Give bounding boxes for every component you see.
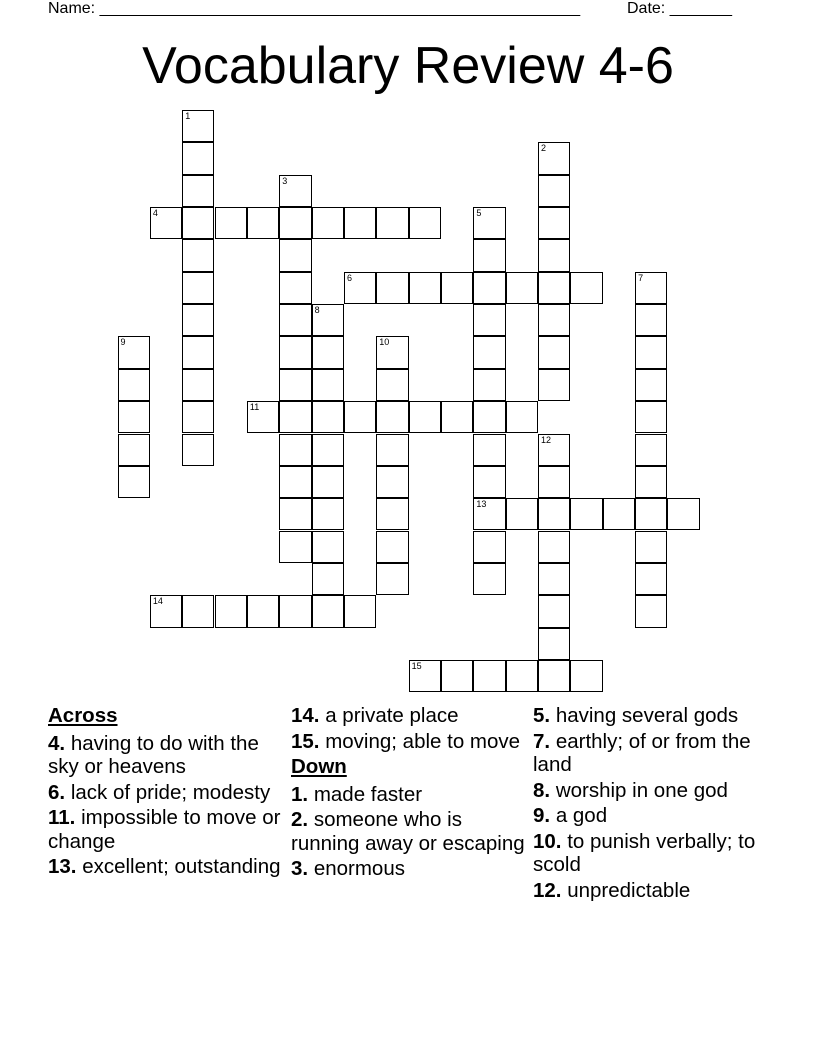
crossword-cell[interactable] (538, 628, 570, 660)
clue-across-13: 13. excellent; outstanding (48, 855, 281, 878)
crossword-cell[interactable] (635, 466, 667, 498)
clue-column-2 (291, 704, 526, 883)
crossword-cell[interactable] (635, 498, 667, 530)
crossword-cell[interactable] (344, 595, 376, 627)
crossword-cell[interactable] (538, 466, 570, 498)
crossword-cell[interactable] (247, 401, 279, 433)
crossword-cell[interactable] (312, 466, 344, 498)
crossword-cell[interactable] (118, 466, 150, 498)
crossword-cell[interactable] (118, 369, 150, 401)
crossword-cell[interactable] (344, 272, 376, 304)
crossword-cell[interactable] (312, 207, 344, 239)
crossword-cell[interactable] (182, 110, 214, 142)
crossword-cell[interactable] (376, 498, 408, 530)
clue-down-10: 10. to punish verbally; to scold (533, 829, 756, 876)
crossword-cell[interactable] (279, 498, 311, 530)
crossword-cell[interactable] (473, 272, 505, 304)
crossword-cell[interactable] (182, 239, 214, 271)
crossword-cell[interactable] (538, 175, 570, 207)
cell-number: 6 (346, 272, 352, 283)
crossword-cell[interactable] (344, 207, 376, 239)
crossword-cell[interactable] (376, 272, 408, 304)
crossword-cell[interactable] (538, 369, 570, 401)
crossword-cell[interactable] (538, 142, 570, 174)
crossword-cell[interactable] (667, 498, 699, 530)
crossword-cell[interactable] (538, 595, 570, 627)
crossword-cell[interactable] (473, 434, 505, 466)
cell-number: 11 (249, 402, 260, 413)
crossword-cell[interactable] (538, 531, 570, 563)
crossword-cell[interactable] (635, 434, 667, 466)
crossword-cell[interactable] (182, 336, 214, 368)
crossword-cell[interactable] (279, 466, 311, 498)
crossword-cell[interactable] (570, 660, 602, 692)
across-heading: Across (48, 704, 118, 727)
clue-across-6: 6. lack of pride; modesty (48, 780, 271, 804)
crossword-cell[interactable] (182, 369, 214, 401)
crossword-cell[interactable] (635, 595, 667, 627)
crossword-cell[interactable] (635, 304, 667, 336)
clue-column-1 (48, 702, 283, 881)
crossword-cell[interactable] (473, 498, 505, 530)
crossword-cell[interactable] (635, 272, 667, 304)
cell-number: 12 (541, 434, 552, 445)
clue-down-1: 1. made faster (291, 782, 423, 806)
crossword-cell[interactable] (538, 498, 570, 530)
cell-number: 9 (120, 337, 126, 348)
crossword-cell[interactable] (538, 563, 570, 595)
crossword-cell[interactable] (312, 498, 344, 530)
crossword-cell[interactable] (312, 434, 344, 466)
crossword-cell[interactable] (118, 336, 150, 368)
crossword-cell[interactable] (376, 207, 408, 239)
cell-number: 2 (541, 143, 547, 154)
crossword-cell[interactable] (182, 595, 214, 627)
crossword-cell[interactable] (279, 595, 311, 627)
clue-down-2: 2. someone who is running away or escaping (291, 808, 525, 855)
cell-number: 7 (638, 272, 644, 283)
crossword-cell[interactable] (376, 563, 408, 595)
crossword-cell[interactable] (603, 498, 635, 530)
cell-number: 8 (314, 305, 320, 316)
clue-down-3: 3. enormous (291, 857, 405, 880)
crossword-cell[interactable] (441, 660, 473, 692)
crossword-cell[interactable] (279, 207, 311, 239)
cell-number: 5 (476, 208, 482, 219)
crossword-cell[interactable] (473, 239, 505, 271)
crossword-cell[interactable] (538, 660, 570, 692)
crossword-cell[interactable] (279, 239, 311, 271)
clue-down-12: 12. unpredictable (533, 878, 691, 902)
crossword-cell[interactable] (118, 401, 150, 433)
crossword-cell[interactable] (538, 434, 570, 466)
clue-down-5: 5. having several gods (533, 704, 739, 727)
crossword-cell[interactable] (473, 401, 505, 433)
crossword-cell[interactable] (312, 369, 344, 401)
crossword-cell[interactable] (473, 336, 505, 368)
crossword-cell[interactable] (312, 531, 344, 563)
crossword-cell[interactable] (182, 142, 214, 174)
crossword-cell[interactable] (279, 434, 311, 466)
crossword-cell[interactable] (473, 660, 505, 692)
crossword-cell[interactable] (312, 401, 344, 433)
crossword-cell[interactable] (409, 207, 441, 239)
crossword-cell[interactable] (376, 401, 408, 433)
crossword-cell[interactable] (538, 207, 570, 239)
crossword-cell[interactable] (279, 336, 311, 368)
page-title: Vocabulary Review 4-6 (142, 37, 674, 95)
crossword-cell[interactable] (312, 336, 344, 368)
cell-number: 15 (411, 660, 422, 671)
crossword-cell[interactable] (635, 336, 667, 368)
crossword-cell[interactable] (409, 272, 441, 304)
crossword-cell[interactable] (215, 207, 247, 239)
crossword-cell[interactable] (376, 531, 408, 563)
crossword-cell[interactable] (570, 272, 602, 304)
crossword-cell[interactable] (150, 595, 182, 627)
cell-number: 3 (282, 175, 288, 186)
clue-column-3 (533, 704, 768, 904)
crossword-cell[interactable] (473, 466, 505, 498)
crossword-cell[interactable] (215, 595, 247, 627)
crossword-cell[interactable] (473, 531, 505, 563)
crossword-cell[interactable] (409, 401, 441, 433)
crossword-cell[interactable] (118, 434, 150, 466)
crossword-cell[interactable] (279, 272, 311, 304)
crossword-cell[interactable] (635, 369, 667, 401)
crossword-cell[interactable] (506, 401, 538, 433)
crossword-cell[interactable] (506, 272, 538, 304)
crossword-cell[interactable] (635, 531, 667, 563)
crossword-cell[interactable] (538, 336, 570, 368)
crossword-cell[interactable] (247, 595, 279, 627)
cell-number: 10 (379, 337, 390, 348)
clue-across-15: 15. moving; able to move (291, 729, 521, 753)
crossword-cell[interactable] (473, 207, 505, 239)
crossword-cell[interactable] (506, 498, 538, 530)
crossword-cell[interactable] (247, 207, 279, 239)
cell-number: 14 (152, 596, 163, 607)
crossword-cell[interactable] (279, 175, 311, 207)
crossword-cell[interactable] (506, 660, 538, 692)
crossword-cell[interactable] (473, 369, 505, 401)
name-line: Name: ______________________________________________________ (48, 0, 581, 17)
crossword-cell[interactable] (635, 401, 667, 433)
crossword-cell[interactable] (376, 466, 408, 498)
crossword-cell[interactable] (279, 401, 311, 433)
crossword-cell[interactable] (635, 563, 667, 595)
cell-number: 4 (152, 208, 158, 219)
crossword-cell[interactable] (473, 563, 505, 595)
crossword-cell[interactable] (376, 369, 408, 401)
crossword-cell[interactable] (376, 336, 408, 368)
clue-down-7: 7. earthly; of or from the land (533, 729, 751, 776)
crossword-cell[interactable] (409, 660, 441, 692)
crossword-cell[interactable] (570, 498, 602, 530)
clue-across-11: 11. impossible to move or change (48, 806, 281, 853)
crossword-cell[interactable] (279, 304, 311, 336)
clue-across-4: 4. having to do with the sky or heavens (48, 731, 259, 778)
crossword-cell[interactable] (538, 304, 570, 336)
crossword-cell[interactable] (182, 175, 214, 207)
crossword-cell[interactable] (182, 401, 214, 433)
crossword-cell[interactable] (441, 272, 473, 304)
crossword-cell[interactable] (182, 434, 214, 466)
date-line: Date: _______ (627, 0, 732, 17)
down-heading: Down (291, 755, 347, 778)
crossword-cell[interactable] (344, 401, 376, 433)
crossword-cell[interactable] (538, 239, 570, 271)
crossword-cell[interactable] (150, 207, 182, 239)
crossword-cell[interactable] (279, 531, 311, 563)
crossword-cell[interactable] (279, 369, 311, 401)
crossword-cell[interactable] (538, 272, 570, 304)
crossword-cell[interactable] (312, 563, 344, 595)
cell-number: 1 (185, 111, 191, 121)
crossword-cell[interactable] (182, 304, 214, 336)
crossword-cell[interactable] (376, 434, 408, 466)
crossword-cell[interactable] (473, 304, 505, 336)
clue-across-14: 14. a private place (291, 704, 459, 727)
crossword-cell[interactable] (182, 272, 214, 304)
crossword-cell[interactable] (182, 207, 214, 239)
crossword-cell[interactable] (312, 595, 344, 627)
crossword-cell[interactable] (312, 304, 344, 336)
crossword-cell[interactable] (441, 401, 473, 433)
clue-down-8: 8. worship in one god (533, 778, 728, 802)
clue-down-9: 9. a god (533, 804, 608, 827)
cell-number: 13 (476, 499, 487, 510)
